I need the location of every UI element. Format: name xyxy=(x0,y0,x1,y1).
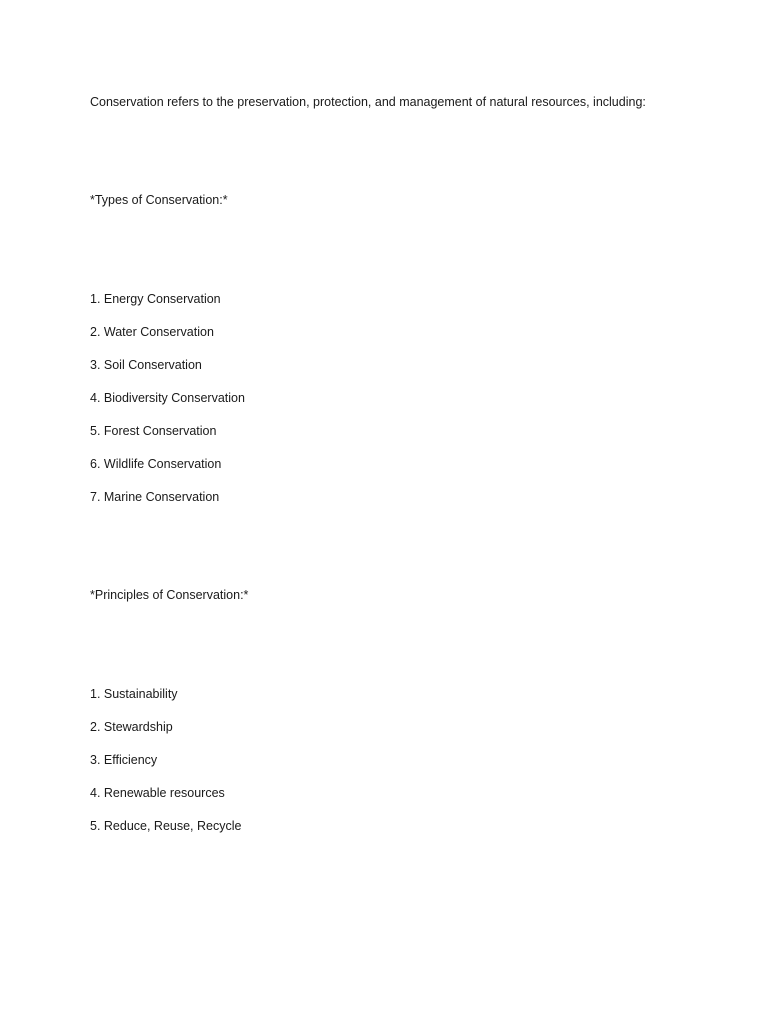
principles-heading: *Principles of Conservation:* xyxy=(90,588,249,602)
list-item: 6. Wildlife Conservation xyxy=(90,457,222,471)
list-item: 5. Reduce, Reuse, Recycle xyxy=(90,819,242,833)
list-item: 1. Energy Conservation xyxy=(90,292,221,306)
intro-paragraph: Conservation refers to the preservation, protection, and management of natural resources, including: xyxy=(90,95,646,109)
list-item: 2. Water Conservation xyxy=(90,325,214,339)
list-item: 2. Stewardship xyxy=(90,720,173,734)
list-item: 4. Renewable resources xyxy=(90,786,225,800)
principles-list xyxy=(90,686,241,851)
list-item: 7. Marine Conservation xyxy=(90,490,220,504)
list-item: 3. Efficiency xyxy=(90,753,158,767)
list-item: 3. Soil Conservation xyxy=(90,358,202,372)
types-heading: *Types of Conservation:* xyxy=(90,193,228,207)
types-list xyxy=(90,291,245,522)
list-item: 1. Sustainability xyxy=(90,687,178,701)
list-item: 5. Forest Conservation xyxy=(90,424,217,438)
list-item: 4. Biodiversity Conservation xyxy=(90,391,245,405)
